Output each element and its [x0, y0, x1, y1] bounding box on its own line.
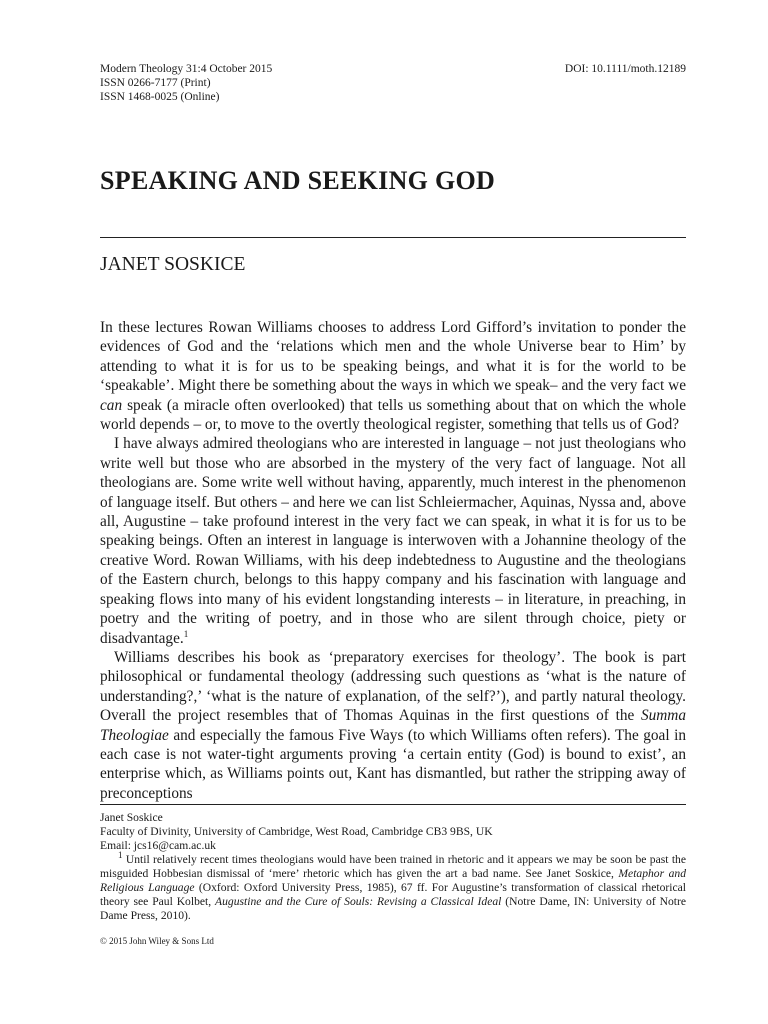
author-name: JANET SOSKICE	[100, 254, 246, 275]
cited-title-2: Augustine and the Cure of Souls: Revising a Classical Ideal	[215, 895, 502, 908]
author-affiliation	[100, 811, 686, 853]
emphasis-can: can	[100, 396, 123, 414]
title-divider	[100, 237, 686, 238]
footnote-number: 1	[118, 850, 123, 861]
article-title: SPEAKING AND SEEKING GOD	[100, 166, 496, 195]
article-body	[100, 318, 686, 803]
issn-print: ISSN 0266-7177 (Print)	[100, 77, 211, 89]
cited-title-1: Metaphor and Religious Language	[100, 867, 686, 894]
paper-page	[100, 0, 686, 1024]
issn-online: ISSN 1468-0025 (Online)	[100, 91, 220, 103]
footnote-ref-1[interactable]: 1	[183, 628, 189, 639]
paragraph-3: Williams describes his book as ‘preparatory exercises for theology’. The book is part philosophical or fundamental theology (addressing such questions as ‘what is the nature of understanding?,’ ‘what is the nature of explanation, of the self?’), and partly natural theology. Overall the project resembles that of Thomas Aquinas in the first questions of the Summa Theologiae and especially the famous Five Ways (to which Williams often refers). The goal in each case is not water-tight arguments proving ‘a certain entity (God) is bound to exist’, an enterprise which, as Williams points out, Kant has dismantled, but rather the stripping away of preconceptions	[100, 648, 686, 802]
copyright-notice: © 2015 John Wiley & Sons Ltd	[100, 936, 214, 946]
footnote-1: $^1$ Until relatively recent times theologians would have been trained in rhetoric and it appears we may be soon be past the misguided Hobbesian dismissal of ‘mere’ rhetoric which has given the art a bad name. See Janet Soskice, Metaphor and Religious Language (Oxford: Oxford University Press, 1985), 67 ff. For Augustine’s transformation of classical rhetorical theory see Paul Kolbet, Augustine and the Cure of Souls: Revising a Classical Ideal (Notre Dame, IN: University of Notre Dame Press, 2010).	[100, 850, 686, 922]
affiliation-address: Faculty of Divinity, University of Cambridge, West Road, Cambridge CB3 9BS, UK	[100, 825, 493, 838]
paragraph-1: In these lectures Rowan Williams chooses to address Lord Gifford’s invitation to ponder the evidences of God and the ‘relations which men and the whole Universe bear to Him’ by attending to what it is for us to be speaking beings, and what it is for the world to be ‘speakable’. Might there be something about the ways in which we speak– and the very fact we can speak (a miracle often overlooked) that tells us something about that on which the whole world depends – or, to move to the overtly theological register, something that tells us of God?	[100, 319, 686, 434]
affiliation-email[interactable]: Email: jcs16@cam.ac.uk	[100, 839, 216, 852]
paragraph-2: I have always admired theologians who are interested in language – not just theologians who write well but those who are absorbed in the mystery of the very fact of language. Not all theologians are. Some write well without having, apparently, much interest in the phenomenon of language itself. But others – and here we can list Schleiermacher, Aquinas, Nyssa and, above all, Augustine – take profound interest in the very fact we can speak, in what it is for us to be speaking beings. Often an interest in language is interwoven with a Johannine theology of the creative Word. Rowan Williams, with his deep indebtedness to Augustine and the theologians of the Eastern church, belongs to this happy company and his fascination with language and speaking flows into many of his evident longstanding interests – in literature, in preaching, in poetry and the writing of poetry, and in those who are silent through choice, piety or disadvantage.$^1$	[100, 435, 686, 647]
footnote-divider	[100, 804, 686, 805]
journal-line: Modern Theology 31:4 October 2015	[100, 63, 273, 75]
affiliation-name: Janet Soskice	[100, 811, 163, 824]
journal-header	[100, 62, 686, 104]
doi-link[interactable]: DOI: 10.1111/moth.12189	[564, 63, 686, 75]
emphasis-summa: Summa Theologiae	[100, 707, 686, 744]
